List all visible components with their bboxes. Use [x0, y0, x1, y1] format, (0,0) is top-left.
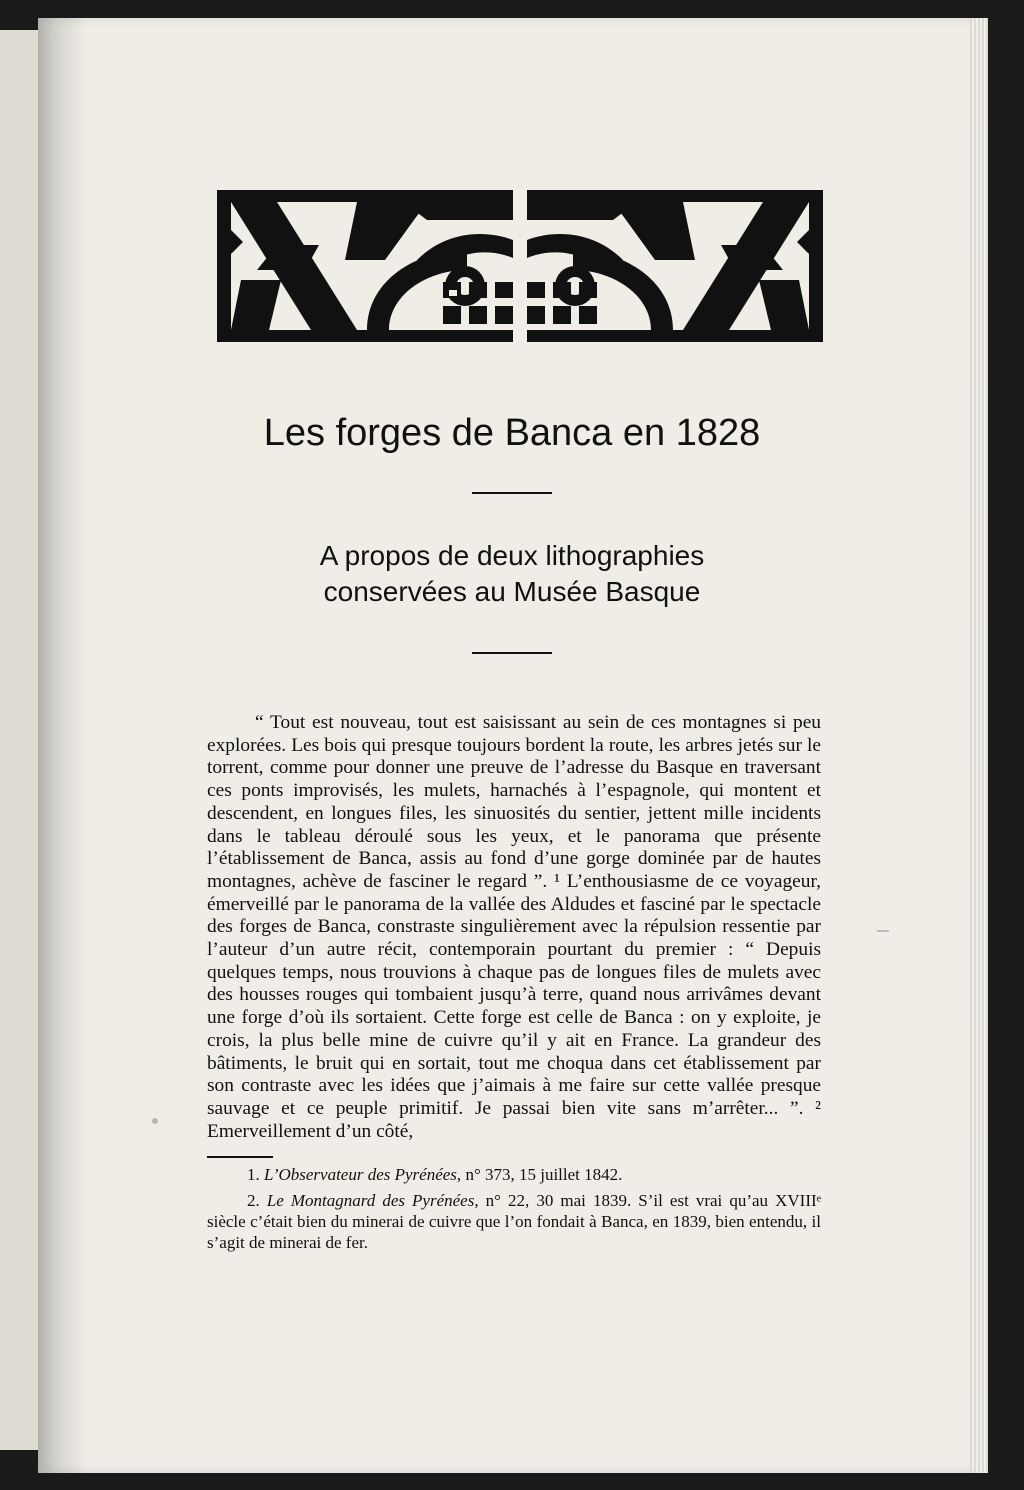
- gutter-shadow: [38, 18, 86, 1473]
- footnote-2-number: 2.: [247, 1191, 260, 1210]
- facing-page-edge: [0, 30, 42, 1450]
- footnote-separator: [207, 1156, 273, 1158]
- title-divider: [472, 492, 552, 494]
- article-title: Les forges de Banca en 1828: [263, 412, 761, 454]
- subtitle-line-2: conservées au Musée Basque: [323, 576, 701, 607]
- paper-speck: [152, 1118, 158, 1124]
- margin-mark: [877, 930, 889, 932]
- basque-frieze-ornament-icon: [217, 190, 823, 342]
- footnotes: [207, 1164, 821, 1258]
- page-stack-edge: [970, 18, 988, 1473]
- body-paragraph: “ Tout est nouveau, tout est saisissant au sein de ces montagnes si peu explorées. Les bois qui presque toujours bordent la route, les arbres jetés sur le torrent, comme pour donner une preuve de l’adresse du Basque en traversant ces ponts improvisés, les mulets, harnachés à l’espagnole, qui montent et descendent, en longues files, les sinuosités du sentier, jettent mille incidents dans le tableau déroulé sous les yeux, et le panorama que présente l’établissement de Banca, assis au fond d’une gorge dominée par de hautes montagnes, achève de fasciner le regard ”. ¹ L’enthousiasme de ce voyageur, émerveillé par le panorama de la vallée des Aldudes et fasciné par le spectacle des forges de Banca, constraste singulièrement avec la répulsion ressentie par l’auteur d’un autre récit, contemporain pourtant du premier : “ Depuis quelques temps, nous trouvions à chaque pas de longues files de mulets avec des housses rouges qui tombaient jusqu’à terre, quand nous arrivâmes devant une forge d’où ils sortaient. Cette forge est celle de Banca : on y exploite, je crois, la plus belle mine de cuivre qu’il y ait en France. La grandeur des bâtiments, le bruit qui en sortait, tout me choqua dans cet établissement par son contraste avec les idées que j’aimais à me faire sur cette vallée presque sauvage et ce peuple primitif. Je passai bien vite sans m’arrêter... ”. ² Emerveillement d’un côté,: [207, 712, 821, 1142]
- footnote-1-number: 1.: [247, 1165, 260, 1184]
- subtitle-divider: [472, 652, 552, 654]
- footnote-1-title: L’Observateur des Pyrénées,: [264, 1165, 462, 1184]
- footnote-2: [207, 1190, 821, 1253]
- footnote-2-title: Le Montagnard des Pyrénées,: [266, 1191, 479, 1210]
- article-subtitle: [160, 538, 864, 610]
- footnote-2-text: n° 22, 30 mai 1839. S’il est vrai qu’au XVIIIᵉ siècle c’était bien du minerai de cuivre que l’on fondait à Banca, en 1839, bien entendu, il s’agit de minerai de fer.: [207, 1191, 822, 1252]
- subtitle-line-1: A propos de deux lithographies: [319, 540, 705, 571]
- article-body: [207, 712, 821, 1143]
- footnote-1: [207, 1164, 821, 1185]
- footnote-1-text: n° 373, 15 juillet 1842.: [461, 1165, 623, 1184]
